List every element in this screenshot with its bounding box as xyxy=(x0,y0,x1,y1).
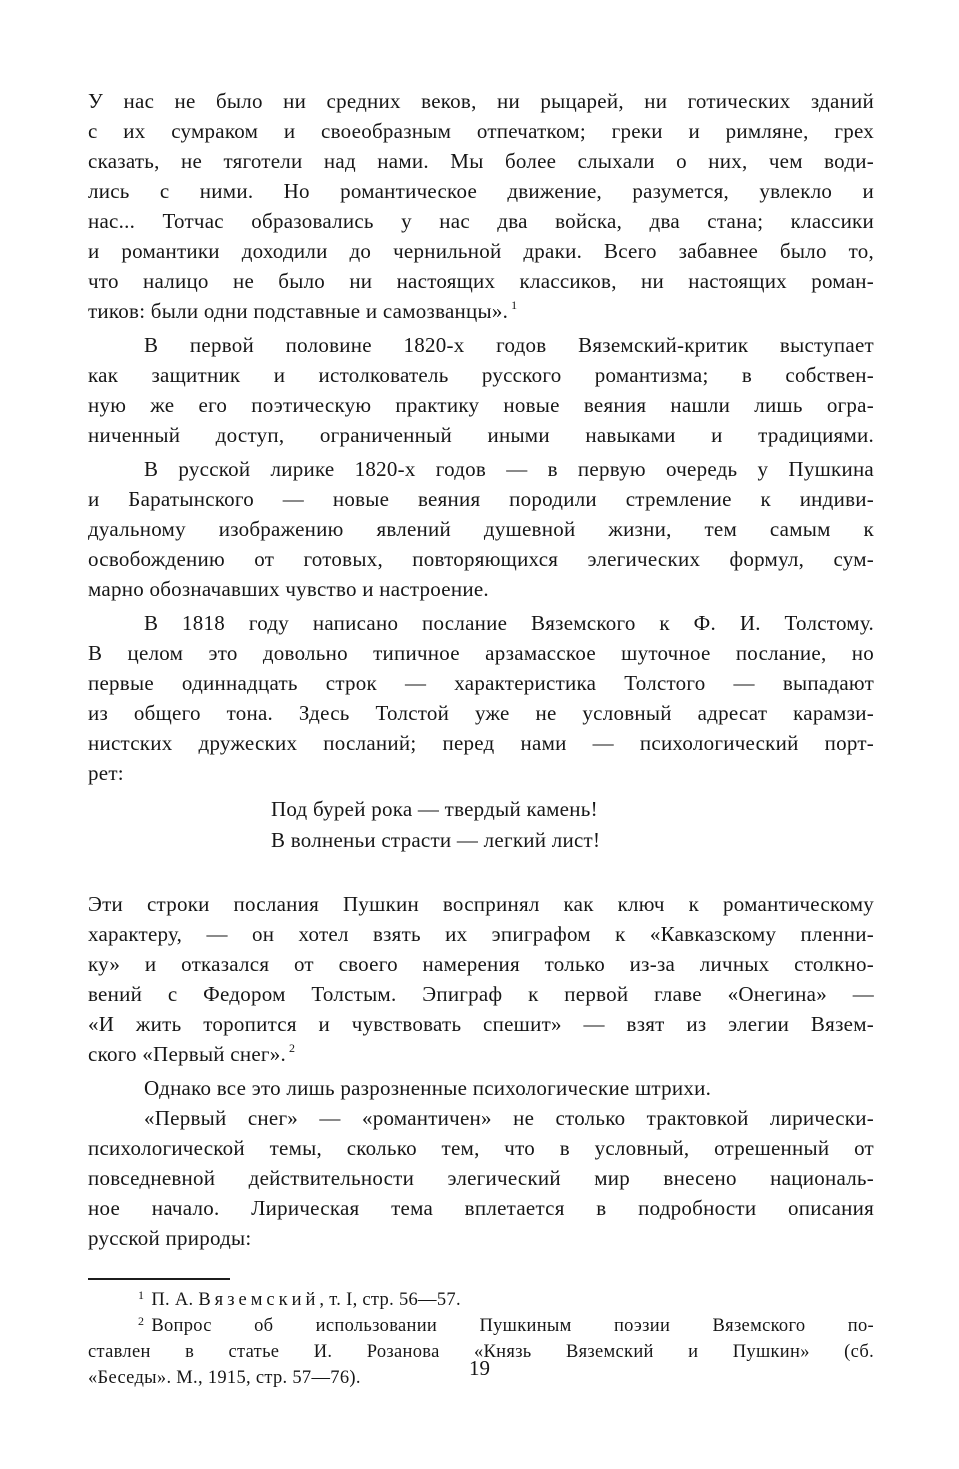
text-line: В 1818 году написано послание Вяземского к Ф. И. Толстому. xyxy=(144,611,874,635)
footnote-number: 1 xyxy=(138,1288,145,1302)
text-line: и Баратынского — новые веяния породили стремление к индиви- xyxy=(88,487,874,511)
text-line: Однако все это лишь разрозненные психологические штрихи. xyxy=(144,1076,712,1100)
text-line: из общего тона. Здесь Толстой уже не условный адресат карамзи- xyxy=(88,701,874,725)
text-line: с их сумраком и своеобразным отпечатком; греки и римляне, грех xyxy=(88,119,874,143)
text-line: характеру, — он хотел взять их эпиграфом к «Кавказскому пленни- xyxy=(88,922,874,946)
text-line: ную же его поэтическую практику новые веяния нашли лишь огра- xyxy=(88,393,874,417)
text-line: и романтики доходили до чернильной драки. Всего забавнее было то, xyxy=(88,239,874,263)
footnote-reference: 1 xyxy=(511,298,518,312)
text-line: лись с ними. Но романтическое движение, разумется, увлекло и xyxy=(88,179,874,203)
footnote-divider xyxy=(88,1278,230,1280)
paragraph-3 xyxy=(88,608,874,788)
footnote-2-line: «Беседы». М., 1915, стр. 57—76). xyxy=(88,1368,361,1388)
text-line: В целом это довольно типичное арзамасское шуточное послание, но xyxy=(88,641,874,665)
text-line: освобождению от готовых, повторяющихся элегических формул, сум- xyxy=(88,547,874,571)
verse-line: В волненьи страсти — легкий лист! xyxy=(271,828,601,852)
footnote-text: , т. I, стр. 56—57. xyxy=(319,1290,461,1310)
text-line: «И жить торопится и чувствовать спешит» — взят из элегии Вязем- xyxy=(88,1012,874,1036)
text-line: «Первый снег» — «романтичен» не столько трактовкой лирически- xyxy=(144,1106,874,1130)
text-line: что налицо не было ни настоящих классиков, ни настоящих роман- xyxy=(88,269,874,293)
text-line: У нас не было ни средних веков, ни рыцарей, ни готических зданий xyxy=(88,89,874,113)
page-number: 19 xyxy=(469,1356,490,1380)
paragraph-4 xyxy=(88,889,874,1069)
text-line: марно обозначавших чувство и настроение. xyxy=(88,577,489,601)
text-line-content: тиков: были одни подставные и самозванцы». xyxy=(88,299,509,323)
text-line: ниченный доступ, ограниченный иными навыками и традициями. xyxy=(88,423,874,447)
verse-line: Под бурей рока — твердый камень! xyxy=(271,797,598,821)
text-line: В первой половине 1820-х годов Вяземский-критик выступает xyxy=(144,333,874,357)
footnote-1 xyxy=(88,1287,874,1313)
text-line: первые одиннадцать строк — характеристика Толстого — выпадают xyxy=(88,671,874,695)
quote-paragraph xyxy=(88,86,874,326)
footnote-text: Вопрос об использовании Пушкиным поэзии Вяземского по- xyxy=(151,1316,874,1336)
paragraph-5 xyxy=(88,1073,874,1103)
text-line xyxy=(88,1039,874,1069)
verse-quote xyxy=(88,794,874,856)
text-line: Эти строки послания Пушкин воспринял как ключ к романтическому xyxy=(88,892,874,916)
text-line: ное начало. Лирическая тема вплетается в подробности описания xyxy=(88,1196,874,1220)
footnote-reference: 2 xyxy=(289,1041,296,1055)
text-line: психологической темы, сколько тем, что в условный, отрешенный от xyxy=(88,1136,874,1160)
footnote-2-line: ставлен в статье И. Розанова «Князь Вяземский и Пушкин» (сб. xyxy=(88,1342,874,1362)
paragraph-2 xyxy=(88,454,874,604)
footnote-text: П. А. xyxy=(151,1290,199,1310)
text-line: нас... Тотчас образовались у нас два войска, два стана; классики xyxy=(88,209,874,233)
text-line: дуальному изображению явлений душевной жизни, тем самым к xyxy=(88,517,874,541)
footnote-2 xyxy=(88,1313,874,1339)
text-line: рет: xyxy=(88,761,124,785)
footnote-number: 2 xyxy=(138,1314,145,1328)
text-line: вений с Федором Толстым. Эпиграф к первой главе «Онегина» — xyxy=(88,982,874,1006)
paragraph-1 xyxy=(88,330,874,450)
text-line xyxy=(88,296,874,326)
text-line: повседневной действительности элегический мир внесено националь- xyxy=(88,1166,874,1190)
text-line: сказать, не тяготели над нами. Мы более слыхали о них, чем води- xyxy=(88,149,874,173)
paragraph-6 xyxy=(88,1103,874,1253)
text-line: русской природы: xyxy=(88,1226,252,1250)
text-line: нистских дружеских посланий; перед нами — психологический порт- xyxy=(88,731,874,755)
page-body xyxy=(88,86,874,1391)
footnote-author: Вяземский xyxy=(198,1290,320,1310)
text-line: ку» и отказался от своего намерения только из-за личных столкно- xyxy=(88,952,874,976)
text-line: как защитник и истолкователь русского романтизма; в собствен- xyxy=(88,363,874,387)
text-line-content: ского «Первый снег». xyxy=(88,1042,287,1066)
text-line: В русской лирике 1820-х годов — в первую очередь у Пушкина xyxy=(144,457,874,481)
